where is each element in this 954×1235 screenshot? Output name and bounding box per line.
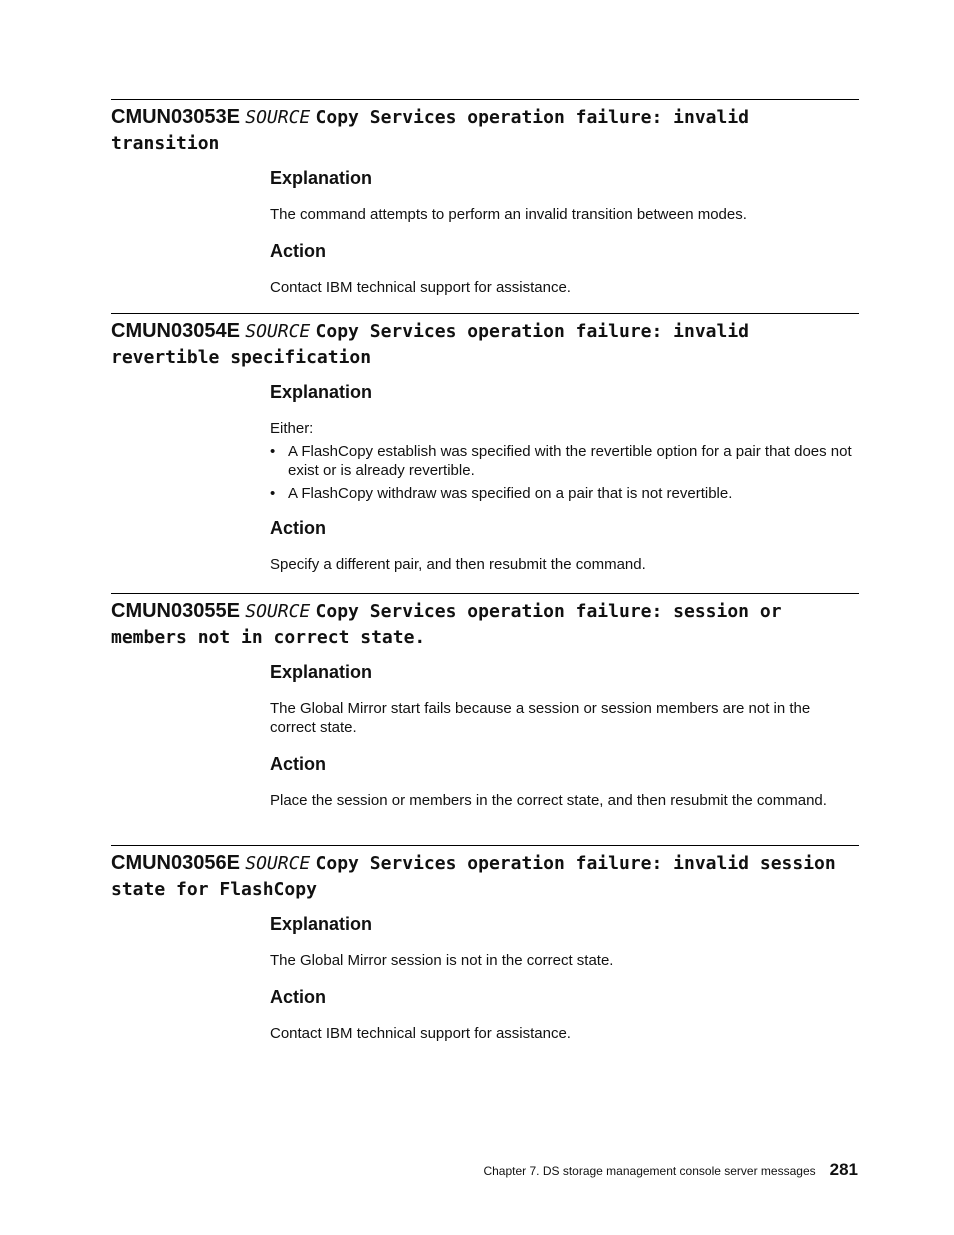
action-text: Specify a different pair, and then resubmit the command. (270, 556, 646, 573)
message-body (270, 167, 859, 297)
bullet-icon: • (270, 443, 276, 460)
action-heading: Action (270, 754, 326, 774)
action-heading: Action (270, 518, 326, 538)
message-source: SOURCE (245, 321, 311, 342)
message-heading (111, 594, 859, 651)
message-heading (111, 100, 859, 157)
explanation-text: The command attempts to perform an invalid transition between modes. (270, 206, 747, 223)
message-heading (111, 314, 859, 371)
message-title: Copy Services operation failure: invalid session state for FlashCopy (111, 853, 836, 900)
message-id: CMUN03053E (111, 106, 240, 128)
explanation-intro: Either: (270, 420, 314, 437)
message-entry-cmun03054e (111, 313, 859, 574)
message-title: Copy Services operation failure: invalid revertible specification (111, 321, 750, 368)
message-title: Copy Services operation failure: session or members not in correct state. (111, 601, 782, 648)
page-footer (483, 1160, 858, 1180)
message-entry-cmun03053e (111, 99, 859, 297)
action-heading: Action (270, 241, 326, 261)
explanation-text: The Global Mirror session is not in the correct state. (270, 952, 614, 969)
bullet-icon: • (270, 485, 276, 502)
action-text: Contact IBM technical support for assistance. (270, 279, 571, 296)
explanation-heading: Explanation (270, 382, 373, 402)
explanation-list (270, 442, 859, 503)
message-id: CMUN03055E (111, 600, 240, 622)
list-item: • A FlashCopy withdraw was specified on a pair that is not revertible. (270, 485, 733, 502)
message-body (270, 381, 859, 574)
message-source: SOURCE (245, 601, 311, 622)
message-body (270, 913, 859, 1043)
message-entry-cmun03056e (111, 845, 859, 1043)
explanation-heading: Explanation (270, 168, 373, 188)
message-id: CMUN03056E (111, 852, 240, 874)
message-source: SOURCE (245, 853, 311, 874)
message-source: SOURCE (245, 107, 311, 128)
page-number: 281 (829, 1160, 858, 1179)
list-item: • A FlashCopy establish was specified with the revertible option for a pair that does not exist or is already revertible. (270, 443, 852, 479)
message-body (270, 661, 859, 810)
message-title: Copy Services operation failure: invalid transition (111, 107, 750, 154)
message-heading (111, 846, 859, 903)
message-id: CMUN03054E (111, 320, 240, 342)
explanation-text: The Global Mirror start fails because a session or session members are not in the correct state. (270, 700, 811, 736)
message-entry-cmun03055e (111, 593, 859, 810)
action-text: Contact IBM technical support for assistance. (270, 1025, 571, 1042)
chapter-title: Chapter 7. DS storage management console server messages (483, 1164, 816, 1178)
explanation-heading: Explanation (270, 662, 373, 682)
explanation-heading: Explanation (270, 914, 373, 934)
action-text: Place the session or members in the correct state, and then resubmit the command. (270, 792, 827, 809)
action-heading: Action (270, 987, 326, 1007)
